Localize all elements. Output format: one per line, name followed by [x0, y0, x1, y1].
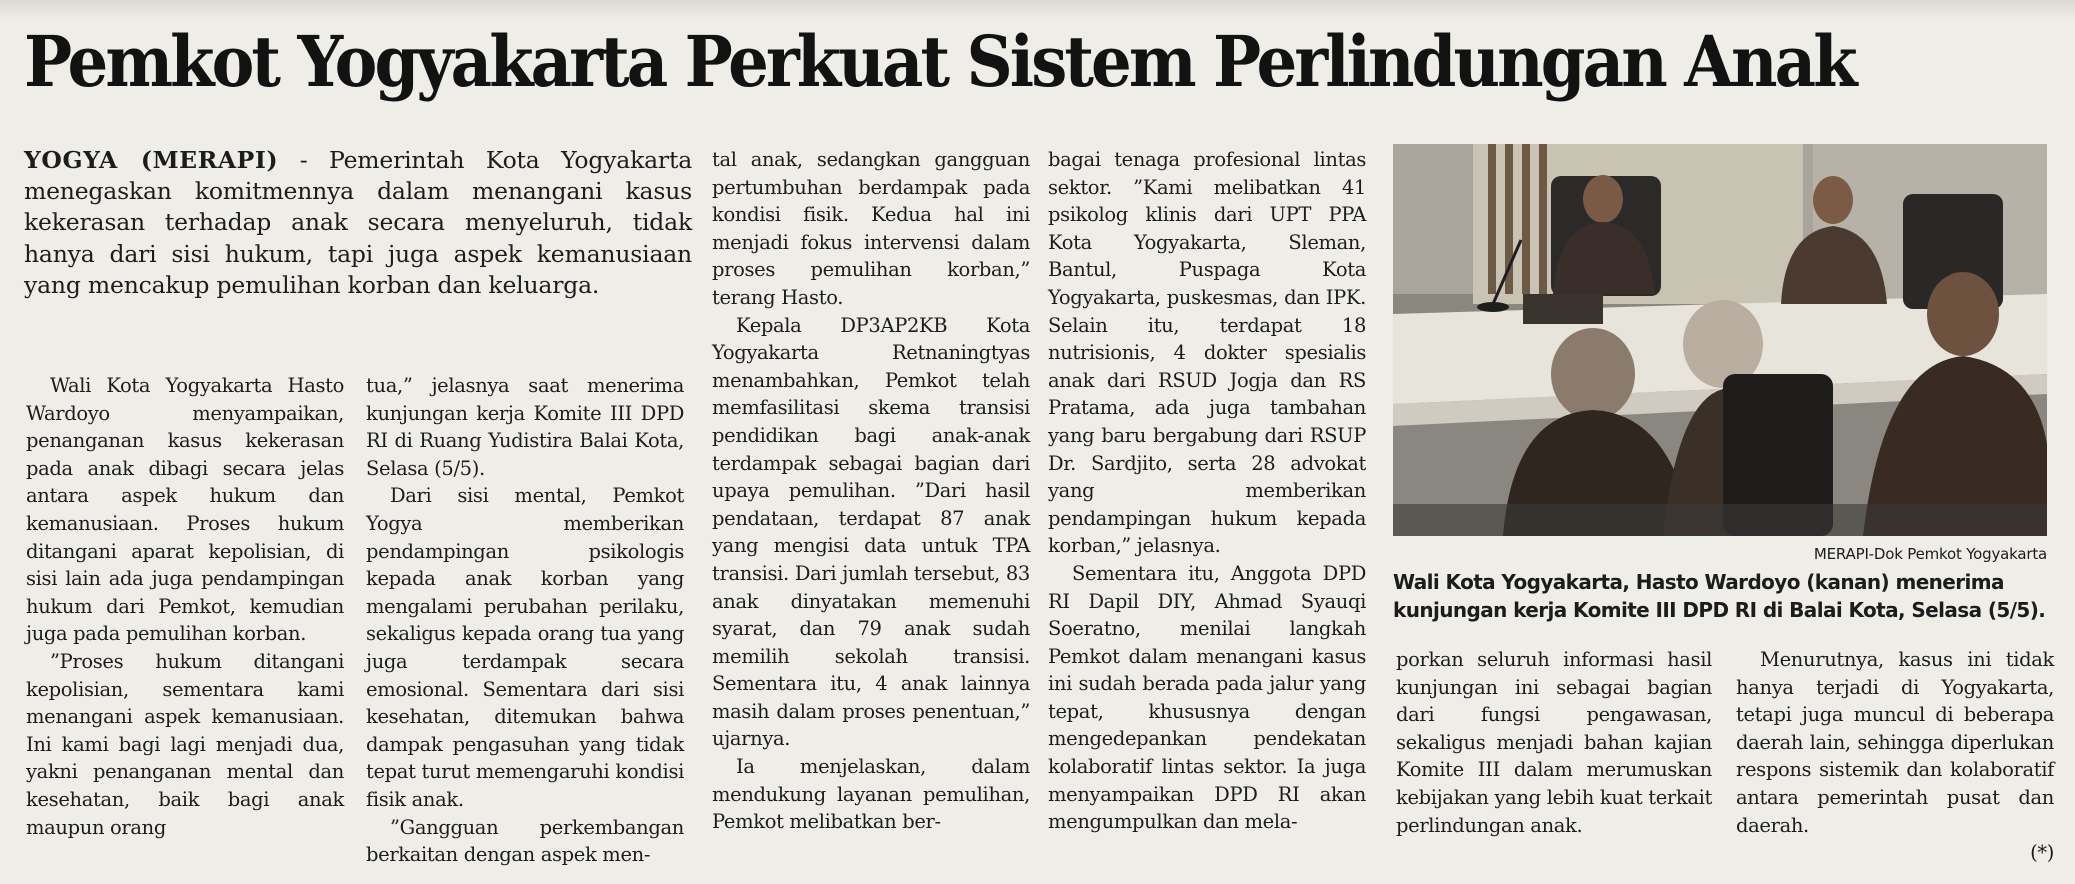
article-column-1 [26, 372, 344, 841]
paragraph: ”Proses hukum ditangani kepolisian, sementara kami menangani aspek kemanusiaan. Ini kami bagi lagi menjadi dua, yakni penanganan mental dan kesehatan, baik bagi anak maupun orang [26, 649, 344, 839]
news-photo [1393, 144, 2047, 536]
paragraph: bagai tenaga profesional lintas sektor. ”Kami melibatkan 41 psikolog klinis dari UPT PPA Kota Yogyakarta, Sleman, Bantul, Puspaga Kota Yogyakarta, puskesmas, dan IPK. Selain itu, terdapat 18 nutrisionis, 4 dokter spesialis anak dari RSUD Jogja dan RS Pratama, ada juga tambahan yang baru bergabung dari RSUP Dr. Sardjito, serta 28 advokat yang memberikan pendampingan hukum kepada korban,” jelasnya. [1048, 148, 1366, 558]
paragraph: tal anak, sedangkan gangguan pertumbuhan berdampak pada kondisi fisik. Kedua hal ini menjadi fokus intervensi dalam proses pemulihan korban,” terang Hasto. [712, 148, 1030, 309]
article-lead [24, 145, 692, 301]
lead-text: Pemerintah Kota Yogyakarta menegaskan komitmennya dalam menangani kasus kekerasan terhadap anak secara menyeluruh, tidak hanya dari sisi hukum, tapi juga aspek kemanusiaan yang mencakup pemulihan korban dan keluarga. [24, 146, 693, 299]
paragraph: Ia menjelaskan, dalam mendukung layanan pemulihan, Pemkot melibatkan ber- [712, 755, 1030, 834]
article-column-4 [1048, 146, 1366, 836]
paragraph: Kepala DP3AP2KB Kota Yogyakarta Retnaningtyas menambahkan, Pemkot telah memfasilitasi skema transisi pendidikan bagi anak-anak terdampak sebagai bagian dari upaya pemulihan. ”Dari hasil pendataan, terdapat 87 anak yang mengisi data untuk TPA transisi. Dari jumlah tersebut, 83 anak dinyatakan memenuhi syarat, dan 79 anak sudah memilih sekolah transisi. Sementara itu, 4 anak lainnya masih dalam proses penentuan,” ujarnya. [712, 313, 1030, 751]
paragraph: Menurutnya, kasus ini tidak hanya terjadi di Yogyakarta, tetapi juga muncul di beberapa daerah lain, sehingga diperlukan respons sistemik dan kolaboratif antara pemerintah pusat dan daerah. [1736, 648, 2054, 837]
paragraph: ”Gangguan perkembangan berkaitan dengan aspek men- [366, 815, 684, 867]
article-column-3 [712, 146, 1030, 836]
article-column-2 [366, 372, 684, 869]
paragraph: porkan seluruh informasi hasil kunjungan ini sebagai bagian dari fungsi pengawasan, sekaligus menjadi bahan kajian Komite III dalam merumuskan kebijakan yang lebih kuat terkait perlindungan anak. [1396, 648, 1712, 837]
paragraph: tua,” jelasnya saat menerima kunjungan kerja Komite III DPD RI di Ruang Yudistira Balai Kota, Selasa (5/5). [366, 374, 684, 480]
paragraph: Sementara itu, Anggota DPD RI Dapil DIY, Ahmad Syauqi Soeratno, menilai langkah Pemkot dalam menangani kasus ini sudah berada pada jalur yang tepat, khususnya dengan mengedepankan pendekatan kolaboratif lintas sektor. Ia juga menyampaikan DPD RI akan mengumpulkan dan mela- [1048, 561, 1366, 834]
photo-credit: MERAPI-Dok Pemkot Yogyakarta [1813, 545, 2047, 563]
article-end-mark: (*) [2030, 841, 2054, 865]
article-column-5 [1396, 646, 1712, 839]
meeting-photo-illustration [1393, 144, 2047, 536]
lead-dateline: YOGYA (MERAPI) [24, 146, 279, 174]
article-column-6 [1736, 646, 2054, 867]
paragraph: Dari sisi mental, Pemkot Yogya memberikan pendampingan psikologis kepada anak korban yang mengalami perubahan perilaku, sekaligus kepada orang tua yang juga terdampak secara emosional. Sementara dari sisi kesehatan, ditemukan bahwa dampak pengasuhan yang tidak tepat turut memengaruhi kondisi fisik anak. [366, 484, 684, 811]
photo-caption: Wali Kota Yogyakarta, Hasto Wardoyo (kanan) menerima kunjungan kerja Komite III DPD RI di Balai Kota, Selasa (5/5). [1393, 570, 2046, 622]
lead-separator: - [278, 146, 330, 174]
paragraph: Wali Kota Yogyakarta Hasto Wardoyo menyampaikan, penanganan kasus kekerasan pada anak dibagi secara jelas antara aspek hukum dan kemanusiaan. Proses hukum ditangani aparat kepolisian, di sisi lain ada juga pendampingan hukum dari Pemkot, kemudian juga pada pemulihan korban. [26, 374, 344, 646]
article-headline: Pemkot Yogyakarta Perkuat Sistem Perlindungan Anak [24, 20, 1855, 103]
